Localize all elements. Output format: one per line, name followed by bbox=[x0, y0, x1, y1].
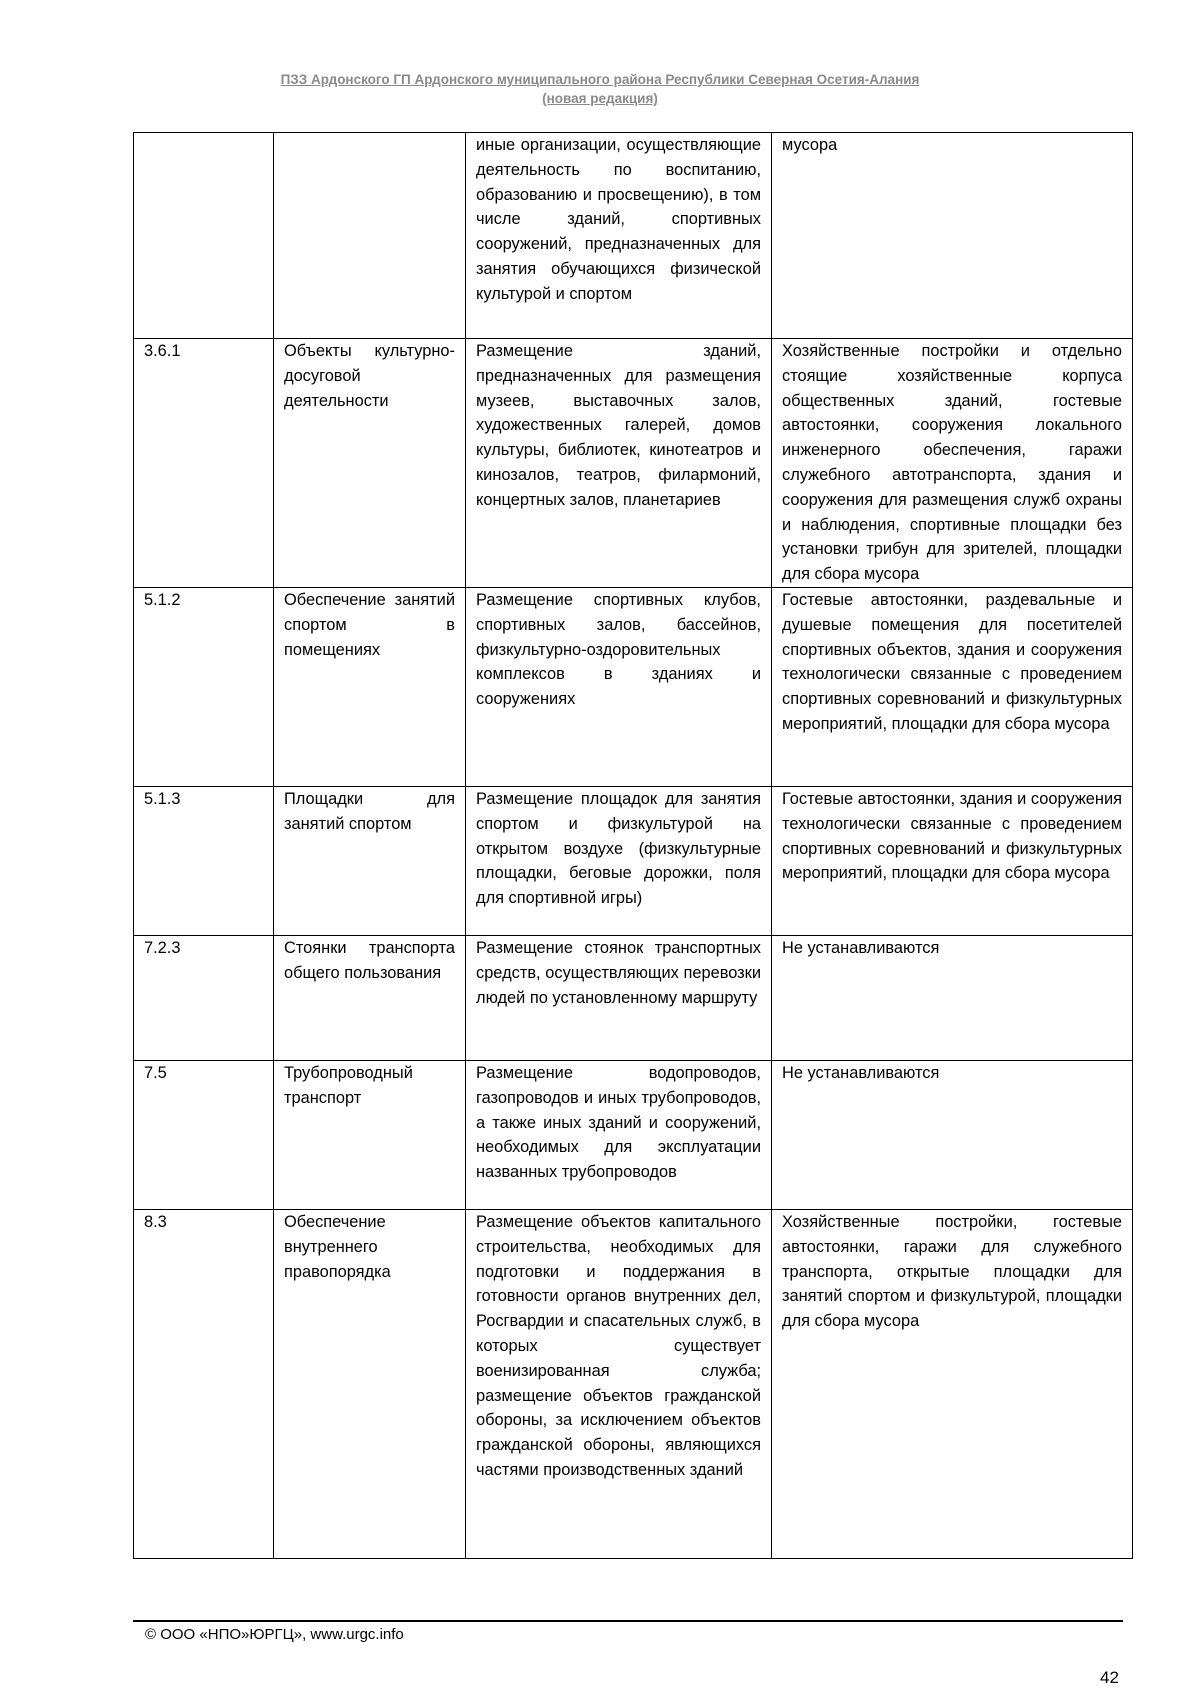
row-code bbox=[134, 133, 274, 339]
row-name: Обеспечение внутреннего правопорядка bbox=[274, 1210, 466, 1559]
row-name: Объекты культурно-досуговой деятельности bbox=[274, 339, 466, 588]
header-title: ПЗЗ Ардонского ГП Ардонского муниципального района Республики Северная Осетия-Алания bbox=[280, 72, 920, 87]
row-auxiliary: Хозяйственные постройки, гостевые автостоянки, гаражи для служебного транспорта, открытые площадки для занятий спортом и физкультурой, площадки для сбора мусора bbox=[772, 1210, 1133, 1559]
row-auxiliary: Хозяйственные постройки и отдельно стоящие хозяйственные корпуса общественных зданий, гостевые автостоянки, сооружения локального инженерного обеспечения, гаражи служебного автотранспорта, здания и сооружения для размещения служб охраны и наблюдения, спортивные площадки без установки трибун для зрителей, площадки для сбора мусора bbox=[772, 339, 1133, 588]
table-row bbox=[134, 588, 1133, 787]
row-name: Трубопроводный транспорт bbox=[274, 1061, 466, 1210]
row-auxiliary: Не устанавливаются bbox=[772, 1061, 1133, 1210]
row-description: Размещение зданий, предназначенных для размещения музеев, выставочных залов, художественных галерей, домов культуры, библиотек, кинотеатров и кинозалов, театров, филармоний, концертных залов, планетариев bbox=[466, 339, 772, 588]
row-description: Размещение площадок для занятия спортом и физкультурой на открытом воздухе (физкультурные площадки, беговые дорожки, поля для спортивной игры) bbox=[466, 787, 772, 936]
row-name bbox=[274, 133, 466, 339]
footer-copyright: © ООО «НПО»ЮРГЦ», www.urgc.info bbox=[145, 1626, 404, 1643]
table-row bbox=[134, 787, 1133, 936]
row-name: Стоянки транспорта общего пользования bbox=[274, 936, 466, 1061]
row-description: Размещение водопроводов, газопроводов и иных трубопроводов, а также иных зданий и сооружений, необходимых для эксплуатации названных трубопроводов bbox=[466, 1061, 772, 1210]
row-description: Размещение объектов капитального строительства, необходимых для подготовки и поддержания в готовности органов внутренних дел, Росгвардии и спасательных служб, в которых существует военизированная служба; размещение объектов гражданской обороны, за исключением объектов гражданской обороны, являющихся частями производственных зданий bbox=[466, 1210, 772, 1559]
row-auxiliary: Не устанавливаются bbox=[772, 936, 1133, 1061]
row-description: Размещение спортивных клубов, спортивных залов, бассейнов, физкультурно-оздоровительных комплексов в зданиях и сооружениях bbox=[466, 588, 772, 787]
row-description: иные организации, осуществляющие деятельность по воспитанию, образованию и просвещению), в том числе зданий, спортивных сооружений, предназначенных для занятия обучающихся физической культурой и спортом bbox=[466, 133, 772, 339]
footer-divider bbox=[133, 1620, 1123, 1622]
row-code: 7.2.3 bbox=[134, 936, 274, 1061]
row-code: 7.5 bbox=[134, 1061, 274, 1210]
row-code: 5.1.3 bbox=[134, 787, 274, 936]
row-auxiliary: Гостевые автостоянки, раздевальные и душевые помещения для посетителей спортивных объектов, здания и сооружения технологически связанные с проведением спортивных соревнований и физкультурных мероприятий, площадки для сбора мусора bbox=[772, 588, 1133, 787]
page-number: 42 bbox=[1100, 1668, 1119, 1687]
land-use-table bbox=[133, 132, 1133, 1559]
page-header bbox=[0, 70, 1200, 108]
table-row bbox=[134, 936, 1133, 1061]
table-row bbox=[134, 1210, 1133, 1559]
row-auxiliary: мусора bbox=[772, 133, 1133, 339]
row-code: 3.6.1 bbox=[134, 339, 274, 588]
row-name: Обеспечение занятий спортом в помещениях bbox=[274, 588, 466, 787]
row-auxiliary: Гостевые автостоянки, здания и сооружения технологически связанные с проведением спортивных соревнований и физкультурных мероприятий, площадки для сбора мусора bbox=[772, 787, 1133, 936]
row-code: 8.3 bbox=[134, 1210, 274, 1559]
header-subtitle: (новая редакция) bbox=[542, 91, 658, 106]
table-row bbox=[134, 1061, 1133, 1210]
table-row bbox=[134, 133, 1133, 339]
row-code: 5.1.2 bbox=[134, 588, 274, 787]
table-row bbox=[134, 339, 1133, 588]
row-name: Площадки для занятий спортом bbox=[274, 787, 466, 936]
row-description: Размещение стоянок транспортных средств, осуществляющих перевозки людей по установленному маршруту bbox=[466, 936, 772, 1061]
